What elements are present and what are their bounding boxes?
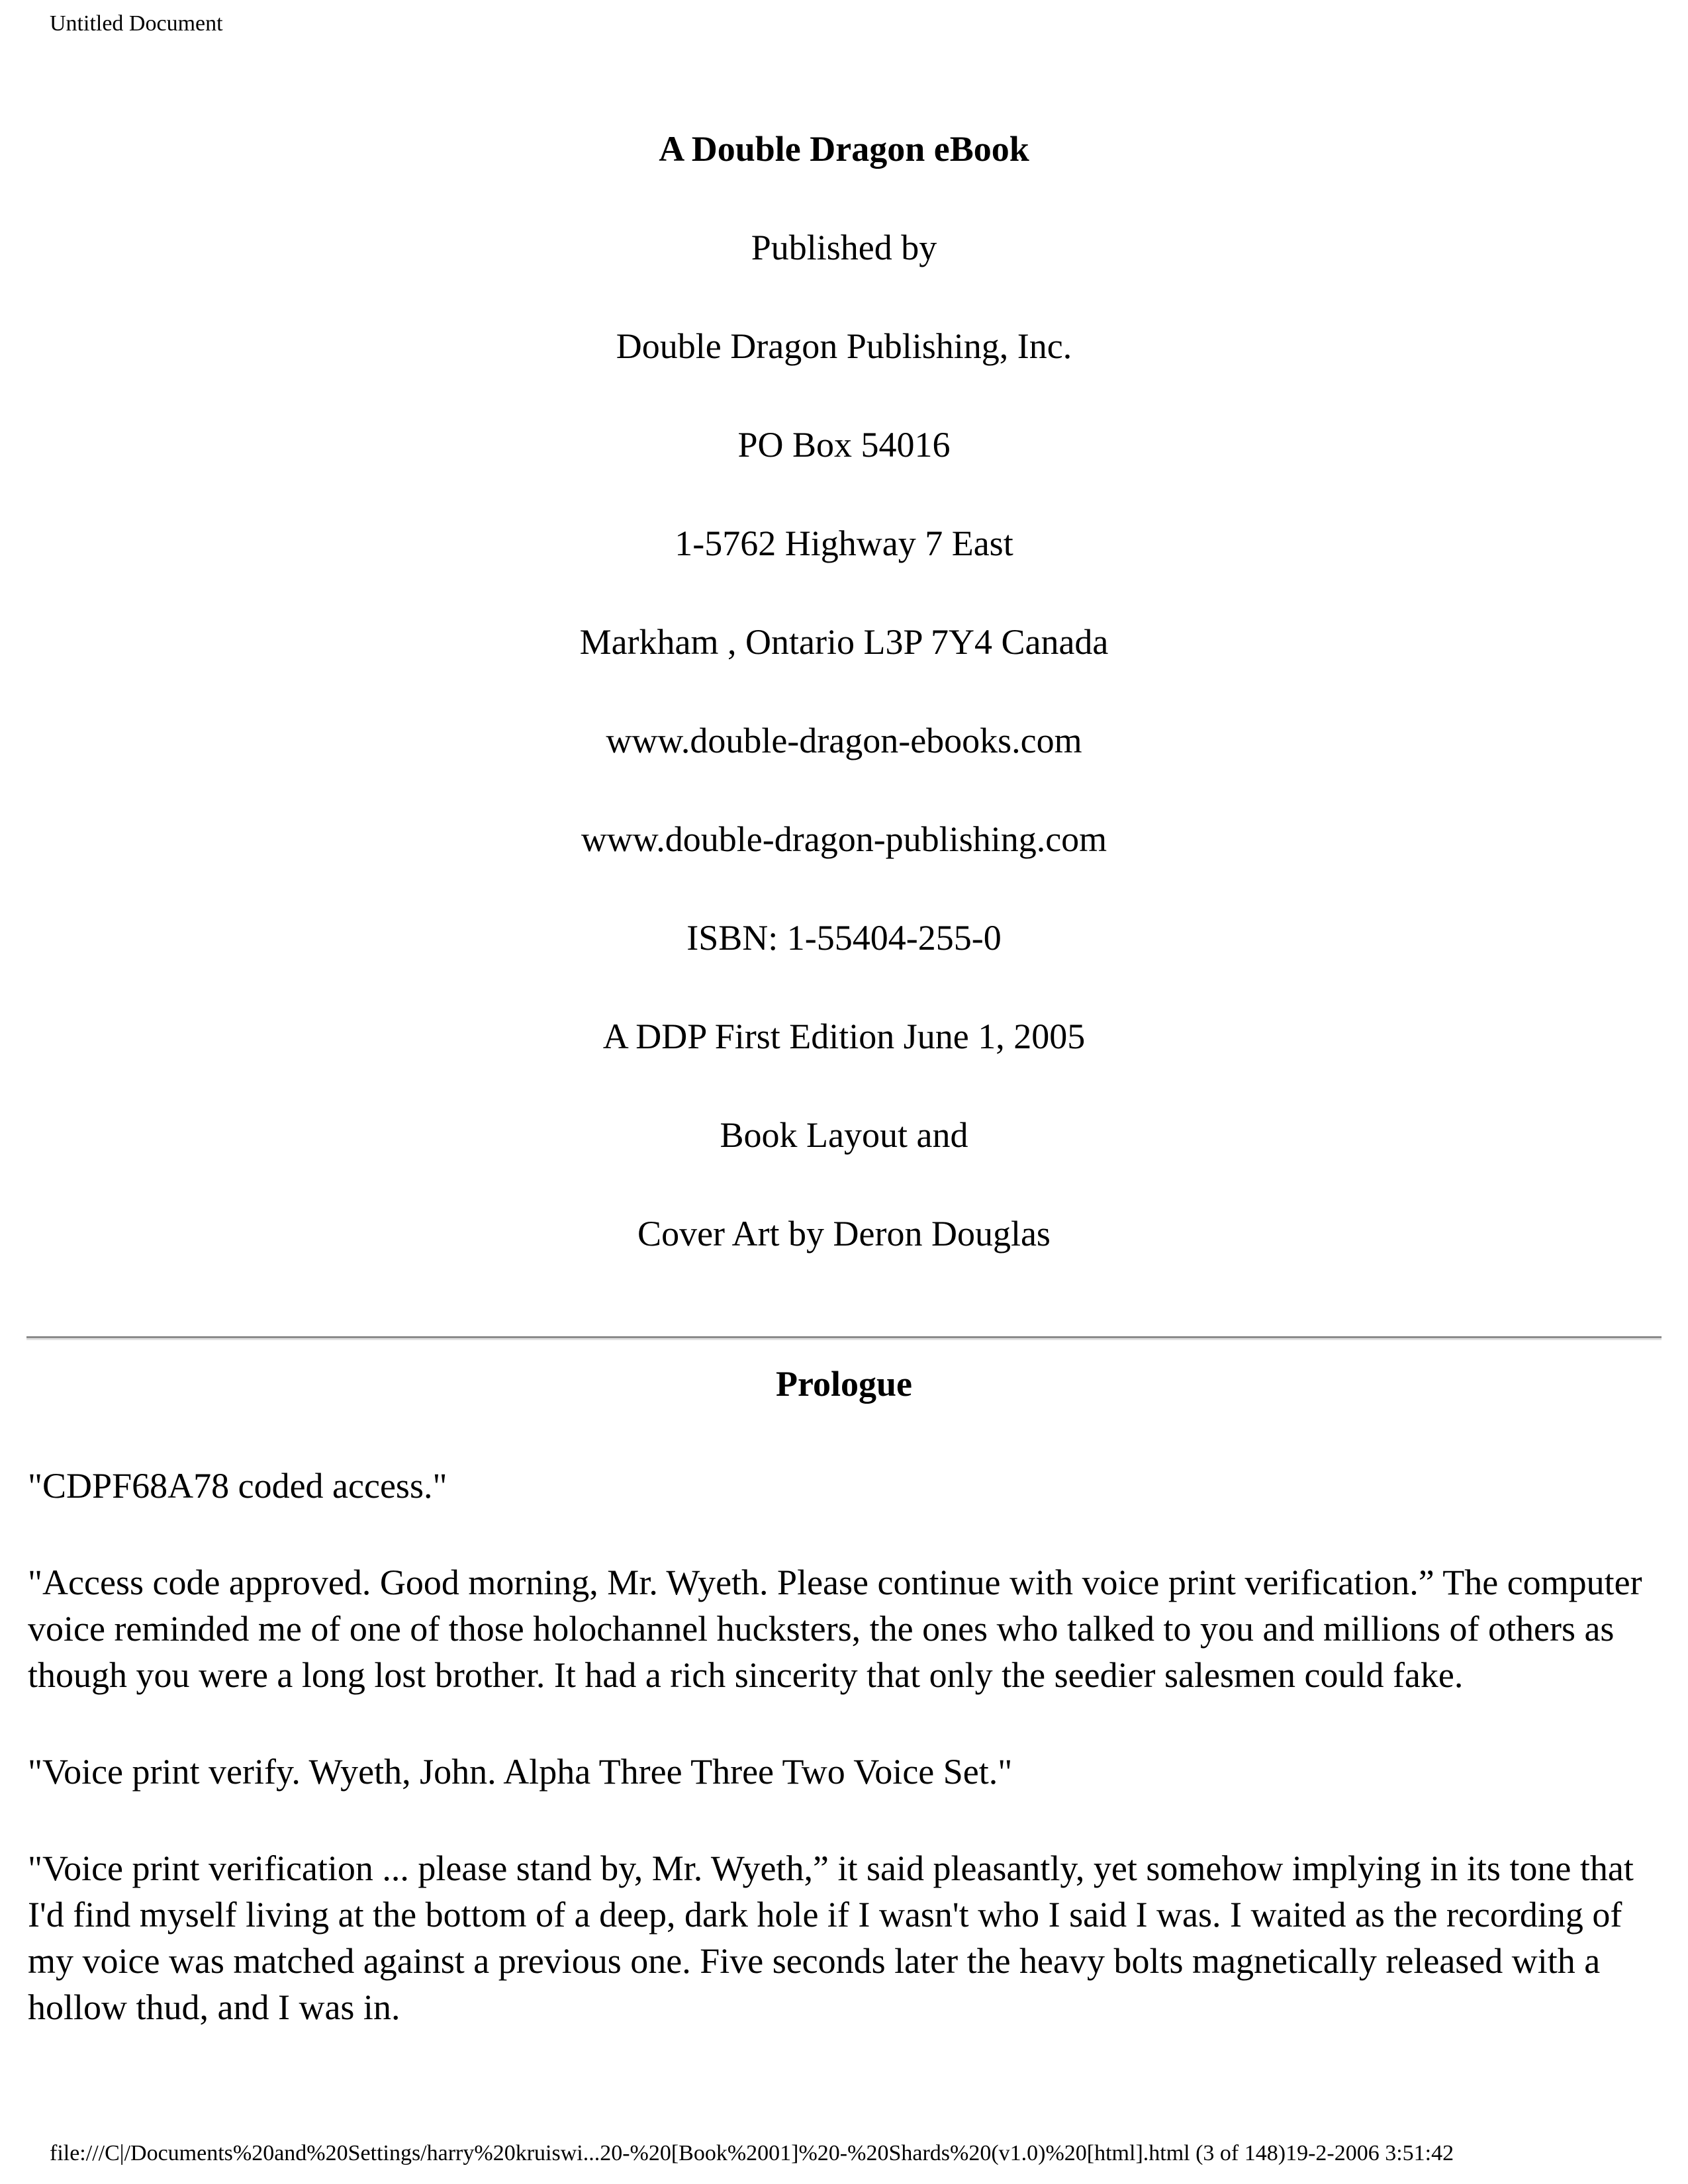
front-matter [0, 128, 1688, 1311]
publisher-name: Double Dragon Publishing, Inc. [616, 326, 1072, 366]
ebooks-website-link[interactable]: www.double-dragon-ebooks.com [606, 721, 1082, 760]
isbn-line: ISBN: 1-55404-255-0 [686, 918, 1002, 958]
chapter-heading: Prologue [776, 1364, 912, 1404]
street-address-line: 1-5762 Highway 7 East [675, 523, 1013, 563]
paragraph: "Access code approved. Good morning, Mr. Wyeth. Please continue with voice print verification.” The computer voice reminded me of one of those holochannel hucksters, the ones who talked to you and millions of others as though you were a long lost brother. It had a rich sincerity that only the seedier salesmen could fake. [28, 1563, 1642, 1695]
paragraph: "Voice print verification ... please stand by, Mr. Wyeth,” it said pleasantly, yet somehow implying in its tone that I'd find myself living at the bottom of a deep, dark hole if I wasn't who I said I was. I waited as the recording of my voice was matched against a previous one. Five seconds later the heavy bolts magnetically released with a hollow thud, and I was in. [28, 1848, 1634, 2027]
city-line: Markham , Ontario L3P 7Y4 Canada [579, 622, 1109, 662]
edition-line: A DDP First Edition June 1, 2005 [602, 1017, 1086, 1056]
po-box-line: PO Box 54016 [737, 425, 951, 465]
horizontal-divider [26, 1336, 1662, 1340]
page-footer-file-path: file:///C|/Documents%20and%20Settings/harry%20kruiswi...20-%20[Book%2001]%20-%20Shards%20(v1.0)%20[html].html (3 of 148)19-2-2006 3:51:42 [50, 2141, 1454, 2165]
paragraph: "CDPF68A78 coded access." [28, 1466, 447, 1506]
paragraph: "Voice print verify. Wyeth, John. Alpha Three Three Two Voice Set." [28, 1752, 1013, 1792]
published-by-line: Published by [751, 228, 937, 267]
cover-art-credit-line: Cover Art by Deron Douglas [637, 1214, 1051, 1253]
ebook-title: A Double Dragon eBook [659, 129, 1029, 169]
page-header-title: Untitled Document [50, 11, 223, 36]
chapter-body [28, 1463, 1662, 2081]
book-layout-credit-line: Book Layout and [720, 1115, 968, 1155]
publishing-website-link[interactable]: www.double-dragon-publishing.com [581, 819, 1107, 859]
